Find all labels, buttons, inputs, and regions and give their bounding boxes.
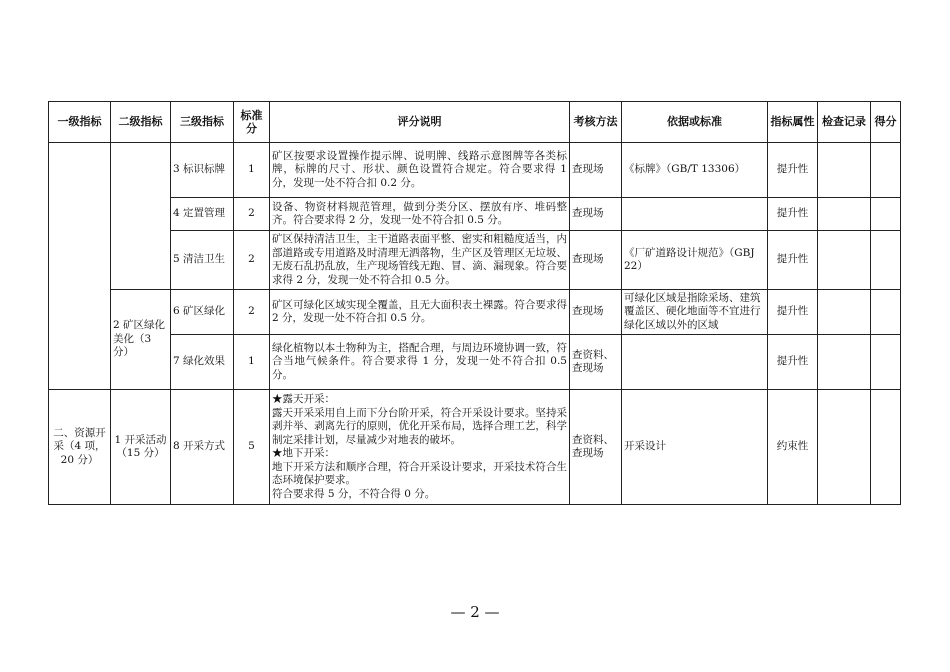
open-pit-text: 露天开采采用自上而下分台阶开采，符合开采设计要求。坚持采剥并举、剥离先行的原则，优化开采布局，选择合理工艺，科学制定采排计划，尽量减少对地表的破坏。 [272,406,567,446]
record-cell[interactable] [818,290,871,335]
attribute-cell: 提升性 [768,290,818,335]
table-row [49,143,901,198]
page-number: — 2 — [450,603,500,621]
basis-cell: 可绿化区域是指除采场、建筑覆盖区、硬化地面等不宜进行绿化区域以外的区域 [622,290,768,335]
description-cell: 设备、物资材料规范管理，做到分类分区、摆放有序、堆码整齐。符合要求得 2 分，发现一处不符合扣 0.5 分。 [270,198,570,231]
header-basis: 依据或标准 [622,102,768,143]
description-cell: 绿化植物以本土物种为主，搭配合理，与周边环境协调一致，符合当地气候条件。符合要求得 1 分，发现一处不符合扣 0.5 分。 [270,335,570,390]
basis-cell: 《厂矿道路设计规范》（GBJ 22） [622,231,768,290]
record-cell[interactable] [818,390,871,505]
header-score: 标准分 [234,102,270,143]
description-cell: 矿区按要求设置操作提示牌、说明牌、线路示意图牌等各类标牌，标牌的尺寸、形状、颜色设置符合规定。符合要求得 1 分，发现一处不符合扣 0.2 分。 [270,143,570,198]
table-header-row [49,102,901,143]
underground-text: 地下开采方法和顺序合理，符合开采设计要求，开采技术符合生态环境保护要求。 [272,460,567,486]
record-cell[interactable] [818,231,871,290]
description-cell [270,390,570,505]
score-cell: 2 [234,231,270,290]
attribute-cell: 提升性 [768,231,818,290]
header-record: 检查记录 [818,102,871,143]
table-row [49,198,901,231]
points-cell[interactable] [871,198,901,231]
score-cell: 2 [234,198,270,231]
score-cell: 1 [234,335,270,390]
points-cell[interactable] [871,143,901,198]
l3-cell: 3 标识标牌 [171,143,234,198]
basis-cell [622,335,768,390]
score-cell: 2 [234,290,270,335]
description-cell: 矿区可绿化区域实现全覆盖，且无大面积表土裸露。符合要求得 2 分，发现一处不符合扣 0.5 分。 [270,290,570,335]
attribute-cell: 提升性 [768,198,818,231]
scoring-text: 符合要求得 5 分，不符合得 0 分。 [272,487,436,500]
header-l3: 三级指标 [171,102,234,143]
table-row [49,335,901,390]
evaluation-table [48,101,901,505]
score-cell: 5 [234,390,270,505]
method-cell: 查现场 [570,290,622,335]
l3-cell: 5 清洁卫生 [171,231,234,290]
points-cell[interactable] [871,290,901,335]
method-cell: 查资料、查现场 [570,390,622,505]
l2-mining-cell: 1 开采活动（15 分） [111,390,171,505]
table-row [49,390,901,505]
method-cell: 查现场 [570,143,622,198]
underground-heading: ★地下开采： [272,447,335,459]
record-cell[interactable] [818,335,871,390]
description-cell: 矿区保持清洁卫生，主干道路表面平整、密实和粗糙度适当，内部道路或专用道路及时清理无洒落物，生产区及管理区无垃圾、无废石乱扔乱放，生产现场管线无跑、冒、滴、漏现象。符合要求得 2 分，发现一处不符合扣 0.5 分。 [270,231,570,290]
open-pit-heading: ★露天开采： [272,393,335,405]
basis-cell: 《标牌》（GB/T 13306） [622,143,768,198]
header-l2: 二级指标 [111,102,171,143]
method-cell: 查现场 [570,231,622,290]
points-cell[interactable] [871,390,901,505]
attribute-cell: 约束性 [768,390,818,505]
l3-cell: 4 定置管理 [171,198,234,231]
header-method: 考核方法 [570,102,622,143]
l1-mining-cell: 二、资源开采（4 项，20 分） [49,390,111,505]
header-points: 得分 [871,102,901,143]
l3-cell: 7 绿化效果 [171,335,234,390]
l3-cell: 6 矿区绿化 [171,290,234,335]
l2-greening-cell: 2 矿区绿化美化（3 分） [111,290,171,390]
attribute-cell: 提升性 [768,143,818,198]
record-cell[interactable] [818,198,871,231]
basis-cell [622,198,768,231]
attribute-cell: 提升性 [768,335,818,390]
points-cell[interactable] [871,335,901,390]
header-attribute: 指标属性 [768,102,818,143]
record-cell[interactable] [818,143,871,198]
l3-cell: 8 开采方式 [171,390,234,505]
method-cell: 查现场 [570,198,622,231]
header-description: 评分说明 [270,102,570,143]
table-row [49,231,901,290]
table-row [49,290,901,335]
score-cell: 1 [234,143,270,198]
l1-cell-empty [49,143,111,390]
basis-cell: 开采设计 [622,390,768,505]
header-l1: 一级指标 [49,102,111,143]
points-cell[interactable] [871,231,901,290]
l2-cell-empty [111,143,171,290]
method-cell: 查资料、查现场 [570,335,622,390]
